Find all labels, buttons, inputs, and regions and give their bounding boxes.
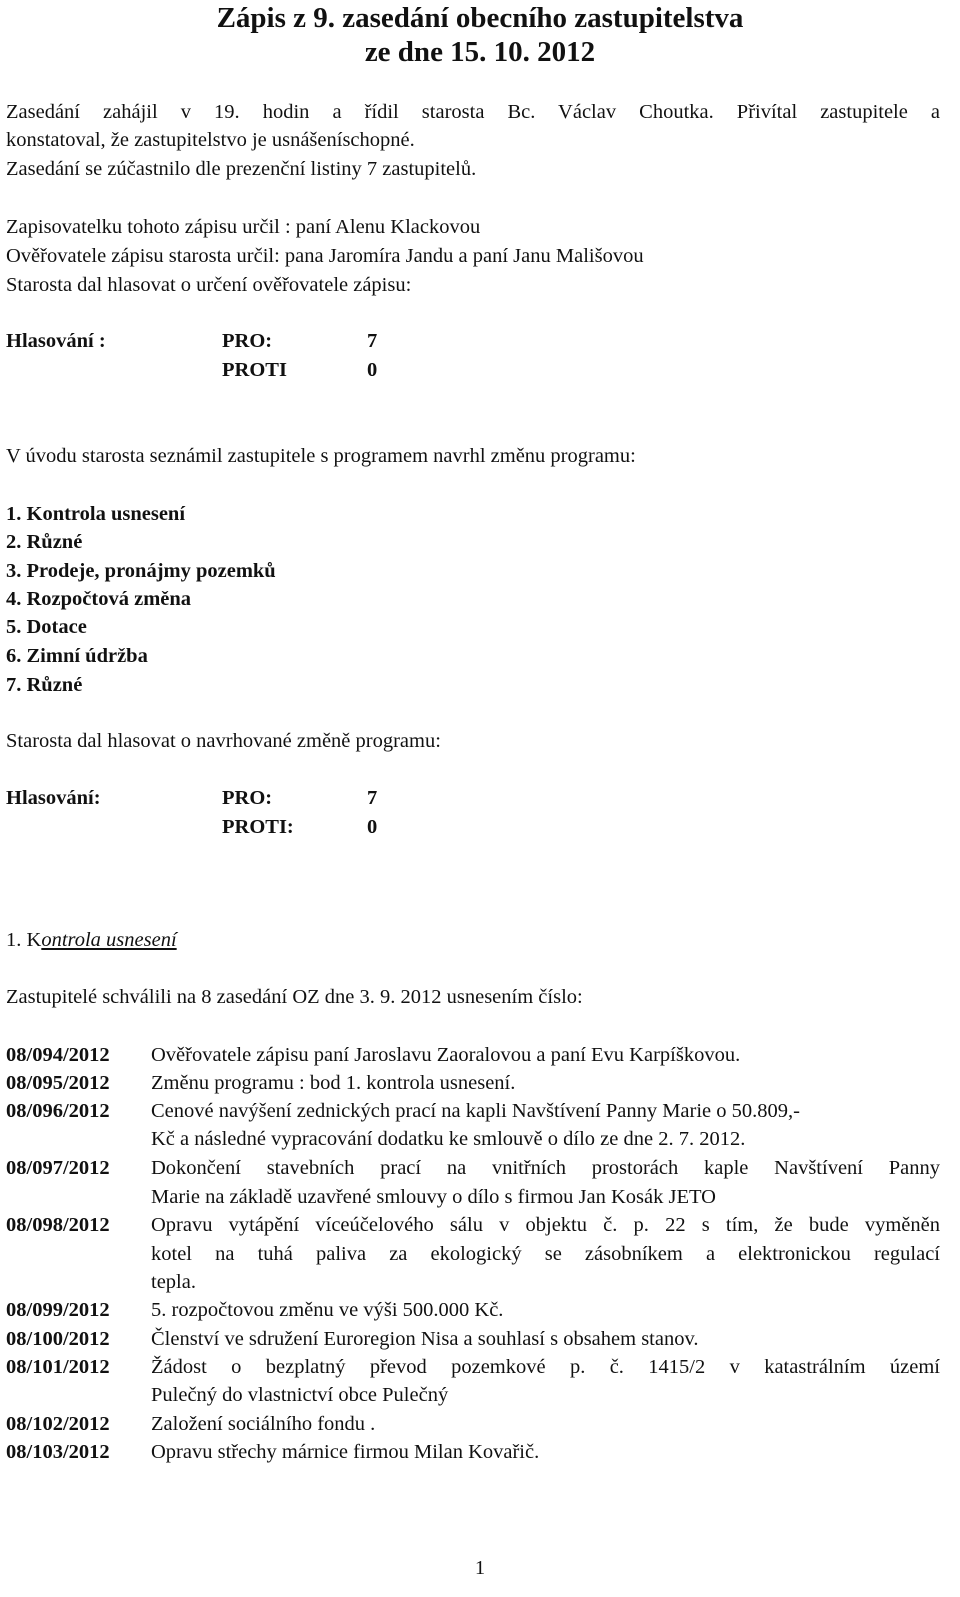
document-title-line1: Zápis z 9. zasedání obecního zastupitelstva	[216, 2, 744, 34]
resolution-code: 08/094/2012	[6, 1044, 110, 1066]
resolution-intro: Zastupitelé schválili na 8 zasedání OZ dne 3. 9. 2012 usnesením číslo:	[6, 986, 583, 1008]
resolution-text: Opravu střechy márnice firmou Milan Kovařič.	[151, 1441, 540, 1463]
vote-proti-value: 0	[367, 816, 378, 838]
vote-proti-value: 0	[367, 359, 378, 381]
recorder-appointment: Zapisovatelku tohoto zápisu určil : paní Alenu Klackovou	[6, 216, 481, 238]
program-item: 3. Prodeje, pronájmy pozemků	[6, 560, 276, 582]
resolution-code: 08/099/2012	[6, 1299, 110, 1321]
resolution-text: Žádost o bezplatný převod pozemkové p. č. 1415/2 v katastrálním území	[151, 1356, 940, 1378]
vote-proti-label: PROTI	[222, 359, 287, 381]
resolution-text: Kč a následné vypracování dodatku ke smlouvě o dílo ze dne 2. 7. 2012.	[151, 1128, 746, 1150]
resolution-code: 08/096/2012	[6, 1100, 110, 1122]
intro-line3: Zasedání se zúčastnilo dle prezenční listiny 7 zastupitelů.	[6, 158, 477, 180]
program-item: 1. Kontrola usnesení	[6, 503, 186, 525]
vote-pro-label: PRO:	[222, 787, 273, 809]
section-heading	[6, 930, 177, 951]
resolution-text: Opravu vytápění víceúčelového sálu v objektu č. p. 22 s tím, že bude vyměněn	[151, 1214, 940, 1236]
vote-pro-value: 7	[367, 330, 378, 352]
verifier-vote-intro: Starosta dal hlasovat o určení ověřovatele zápisu:	[6, 274, 412, 296]
program-item: 6. Zimní údržba	[6, 645, 148, 667]
resolution-text: kotel na tuhá paliva za ekologický se zásobníkem a elektronickou regulací	[151, 1243, 940, 1265]
resolution-text: Členství ve sdružení Euroregion Nisa a souhlasí s obsahem stanov.	[151, 1328, 699, 1350]
resolution-code: 08/098/2012	[6, 1214, 110, 1236]
resolution-text: Pulečný do vlastnictví obce Pulečný	[151, 1384, 449, 1406]
resolution-code: 08/095/2012	[6, 1072, 110, 1094]
vote-pro-label: PRO:	[222, 330, 273, 352]
vote-label: Hlasování :	[6, 330, 106, 352]
vote-label: Hlasování:	[6, 787, 101, 809]
resolution-code: 08/097/2012	[6, 1157, 110, 1179]
program-item: 2. Různé	[6, 531, 83, 553]
resolution-text: 5. rozpočtovou změnu ve výši 500.000 Kč.	[151, 1299, 504, 1321]
resolution-text: Změnu programu : bod 1. kontrola usnesení.	[151, 1072, 516, 1094]
program-intro: V úvodu starosta seznámil zastupitele s programem navrhl změnu programu:	[6, 445, 636, 467]
section-title: ontrola usnesení	[41, 929, 177, 951]
program-vote-intro: Starosta dal hlasovat o navrhované změně programu:	[6, 730, 441, 752]
resolution-text: Marie na základě uzavřené smlouvy o dílo s firmou Jan Kosák JETO	[151, 1186, 716, 1208]
resolution-text: tepla.	[151, 1271, 196, 1293]
intro-line1: Zasedání zahájil v 19. hodin a řídil starosta Bc. Václav Choutka. Přivítal zastupitele a	[6, 101, 940, 123]
program-item: 4. Rozpočtová změna	[6, 588, 192, 610]
program-item: 7. Různé	[6, 674, 83, 696]
program-item: 5. Dotace	[6, 616, 87, 638]
resolution-text: Cenové navýšení zednických prací na kapli Navštívení Panny Marie o 50.809,-	[151, 1100, 800, 1122]
resolution-code: 08/102/2012	[6, 1413, 110, 1435]
resolution-text: Ověřovatele zápisu paní Jaroslavu Zaoralovou a paní Evu Karpíškovou.	[151, 1044, 741, 1066]
resolution-code: 08/101/2012	[6, 1356, 110, 1378]
section-number: 1. K	[6, 929, 42, 951]
intro-line2: konstatoval, že zastupitelstvo je usnášeníschopné.	[6, 129, 415, 151]
resolution-code: 08/103/2012	[6, 1441, 110, 1463]
document-title-line2: ze dne 15. 10. 2012	[364, 36, 596, 68]
vote-proti-label: PROTI:	[222, 816, 294, 838]
resolution-text: Dokončení stavebních prací na vnitřních prostorách kaple Navštívení Panny	[151, 1157, 940, 1179]
resolution-text: Založení sociálního fondu .	[151, 1413, 376, 1435]
resolution-code: 08/100/2012	[6, 1328, 110, 1350]
vote-pro-value: 7	[367, 787, 378, 809]
page-number: 1	[474, 1557, 486, 1579]
verifier-appointment: Ověřovatele zápisu starosta určil: pana Jaromíra Jandu a paní Janu Mališovou	[6, 245, 644, 267]
